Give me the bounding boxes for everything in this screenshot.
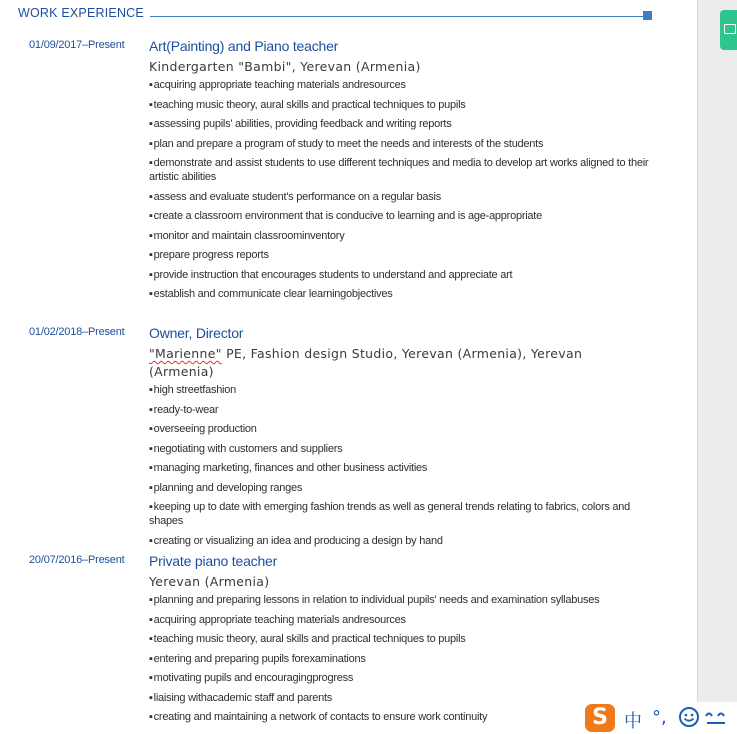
- side-panel-tab[interactable]: [720, 10, 737, 50]
- bullet-icon: ▪: [149, 229, 153, 242]
- section-divider-marker: [643, 11, 652, 20]
- entry-employer: "Marienne" PE, Fashion design Studio, Yerevan (Armenia), Yerevan (Armenia): [149, 346, 583, 379]
- bullet-icon: ▪: [149, 384, 153, 396]
- right-gutter: [697, 0, 737, 734]
- bullet-icon: ▪: [149, 481, 153, 494]
- duty-item: ▪create a classroom environment that is conducive to learning and is age-appropriate: [149, 210, 542, 222]
- entry-body: [149, 553, 649, 730]
- duty-list: [149, 78, 649, 301]
- duty-item: ▪planning and preparing lessons in relation to individual pupils' needs and examination syllabuses: [149, 594, 600, 606]
- bullet-icon: ▪: [149, 442, 153, 455]
- bullet-icon: ▪: [149, 157, 153, 169]
- entry-date: 01/02/2018–Present: [29, 326, 125, 338]
- bullet-icon: ▪: [149, 534, 153, 547]
- duty-item: ▪negotiating with customers and suppliers: [149, 442, 343, 455]
- duty-item: ▪assess and evaluate student's performance on a regular basis: [149, 190, 441, 203]
- bullet-icon: ▪: [149, 79, 153, 91]
- duty-item: ▪liaising withacademic staff and parents: [149, 691, 333, 704]
- entry-role: Owner, Director: [149, 325, 244, 341]
- bullet-icon: ▪: [149, 190, 153, 203]
- bullet-icon: ▪: [149, 633, 153, 645]
- spellcheck-marked-word[interactable]: "Marienne": [149, 346, 222, 361]
- duty-item: ▪acquiring appropriate teaching materials andresources: [149, 613, 406, 626]
- duty-item: ▪teaching music theory, aural skills and practical techniques to pupils: [149, 633, 466, 645]
- duty-item: ▪provide instruction that encourages students to understand and appreciate art: [149, 268, 513, 281]
- bullet-icon: ▪: [149, 462, 153, 474]
- entry-date: 01/09/2017–Present: [29, 39, 125, 51]
- bullet-icon: ▪: [149, 613, 153, 626]
- ime-mode-toggle[interactable]: 中: [624, 711, 642, 732]
- duty-item: ▪motivating pupils and encouragingprogress: [149, 672, 354, 684]
- bullet-icon: ▪: [149, 210, 153, 222]
- entry-body: [149, 325, 649, 553]
- bullet-icon: ▪: [149, 652, 153, 665]
- entry-employer: Yerevan (Armenia): [149, 574, 270, 589]
- bullet-icon: ▪: [149, 501, 153, 513]
- duty-item: ▪teaching music theory, aural skills and practical techniques to pupils: [149, 98, 466, 111]
- duty-item: ▪ready-to-wear: [149, 403, 219, 416]
- bullet-icon: ▪: [149, 288, 153, 300]
- bullet-icon: ▪: [149, 137, 153, 150]
- entry-date: 20/07/2016–Present: [29, 554, 125, 566]
- duty-item: ▪monitor and maintain classroominventory: [149, 229, 345, 242]
- duty-item: ▪establish and communicate clear learningobjectives: [149, 288, 393, 300]
- duty-item: ▪high streetfashion: [149, 384, 236, 396]
- entry-role: Art(Painting) and Piano teacher: [149, 38, 339, 54]
- section-title: WORK EXPERIENCE: [18, 6, 144, 20]
- smiley-icon[interactable]: [678, 706, 700, 733]
- duty-item: ▪keeping up to date with emerging fashion trends as well as general trends relating to fabrics, colors and shapes: [149, 501, 631, 527]
- bullet-icon: ▪: [149, 98, 153, 111]
- section-divider: [150, 16, 647, 17]
- duty-item: ▪creating or visualizing an idea and producing a design by hand: [149, 534, 443, 547]
- ime-toolbar: [582, 702, 737, 734]
- duty-item: ▪entering and preparing pupils forexaminations: [149, 652, 366, 665]
- bullet-icon: ▪: [149, 594, 153, 606]
- duty-item: ▪managing marketing, finances and other business activities: [149, 462, 428, 474]
- duty-list: [149, 593, 649, 724]
- duty-list: [149, 383, 649, 548]
- sogou-logo-icon[interactable]: S: [585, 704, 615, 732]
- bullet-icon: ▪: [149, 249, 153, 261]
- duty-item: ▪acquiring appropriate teaching materials andresources: [149, 79, 406, 91]
- bullet-icon: ▪: [149, 118, 153, 130]
- duty-item: ▪demonstrate and assist students to use different techniques and media to develop art works aligned to their artistic abilities: [149, 157, 649, 183]
- image-icon: [724, 24, 736, 34]
- duty-item: ▪plan and prepare a program of study to meet the needs and interests of the students: [149, 137, 544, 150]
- duty-item: ▪creating and maintaining a network of contacts to ensure work continuity: [149, 711, 488, 723]
- bullet-icon: ▪: [149, 403, 153, 416]
- entry-employer: Kindergarten "Bambi", Yerevan (Armenia): [149, 59, 421, 74]
- duty-item: ▪overseeing production: [149, 423, 257, 435]
- duty-item: ▪planning and developing ranges: [149, 481, 303, 494]
- duty-item: ▪prepare progress reports: [149, 249, 269, 261]
- bullet-icon: ▪: [149, 423, 153, 435]
- bullet-icon: ▪: [149, 672, 153, 684]
- entry-body: [149, 38, 649, 307]
- duty-item: ▪assessing pupils' abilities, providing feedback and writing reports: [149, 118, 452, 130]
- ime-punctuation-toggle[interactable]: °,: [652, 707, 667, 728]
- skin-icon[interactable]: [704, 708, 728, 733]
- bullet-icon: ▪: [149, 691, 153, 704]
- entry-role: Private piano teacher: [149, 553, 278, 569]
- bullet-icon: ▪: [149, 268, 153, 281]
- bullet-icon: ▪: [149, 711, 153, 723]
